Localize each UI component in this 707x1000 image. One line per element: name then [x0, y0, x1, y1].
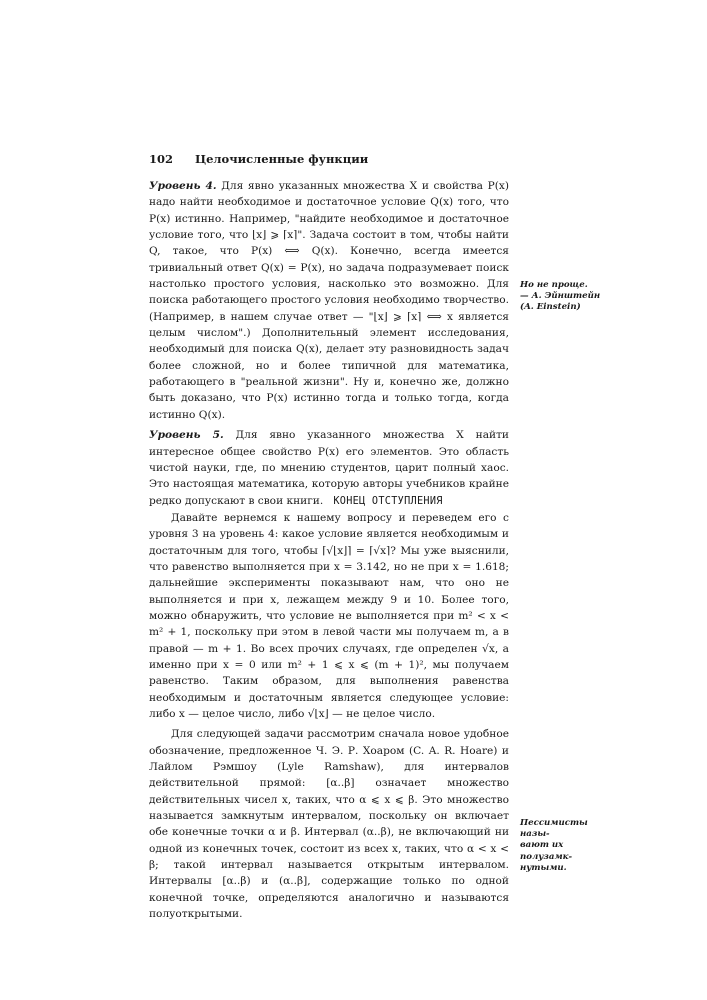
margin-note-line: вают их полузамк- [520, 840, 573, 862]
level-5-text: Для явно указанного множества X найти интересное общее свойство P(x) его элементов. Это область чистой науки, где, по мнению студентов, царит полный хаос. Это настоящая математика, которую авторы учебников крайне редко допускают в свои книги. [149, 429, 509, 507]
margin-note-line: нутыми. [520, 862, 567, 873]
level-4-text: Для явно указанных множества X и свойства P(x) надо найти необходимое и достаточное условие Q(x) того, что P(x) истинно. Например, "найдите необходимое и достаточное условие того, что ⌊x⌋ ⩾ ⌈x⌉". Задача состоит в том, чтобы найти Q, такое, что P(x) ⟺ Q(x). Конечно, всегда имеется тривиальный ответ Q(x) = P(x), но задача подразумевает поиск настолько простого условия, насколько это возможно. Для поиска работающего простого условия необходимо творчество. (Например, в нашем случае ответ — "⌊x⌋ ⩾ ⌈x⌉ ⟺ x является целым числом".) Дополнительный элемент исследования, необходимый для поиска Q(x), делает эту разновидность задач более сложной, но и более типичной для математика, работающего в "реальной жизни". Ну и, конечно же, должно быть доказано, что P(x) истинно тогда и только тогда, когда истинно Q(x). [149, 180, 510, 421]
paragraph-level-5 [149, 427, 509, 510]
margin-note-line: (A. Einstein) [520, 302, 581, 313]
running-title: Целочисленные функции [195, 152, 369, 166]
margin-note-line: Но не проще. [520, 280, 588, 290]
paragraph-body-2: Для следующей задачи рассмотрим сначала новое удобное обозначение, предложенное Ч. Э. Р. Хоаром (C. A. R. Hoare) и Лайлом Рэмшоу (Lyle Ramshaw), для интервалов действительной прямой: [α..β] означает множество действительных чисел x, таких, что α ⩽ x ⩽ β. Это множество называется замкнутым интервалом, поскольку он включает обе конечные точки α и β. Интервал (α..β), не включающий ни одной из конечных точек, состоит из всех x, таких, что α < x < β; такой интервал называется открытым интервалом. Интервалы [α..β) и (α..β], содержащие только по одной конечной точке, определяются аналогично и называются полуоткрытыми. [149, 728, 509, 921]
margin-note-einstein [520, 280, 602, 314]
margin-note-line: — А. Эйнштейн [520, 291, 601, 302]
margin-note-pessimists [520, 818, 602, 874]
page-number: 102 [149, 152, 174, 166]
paragraph-body-1: Давайте вернемся к нашему вопросу и переведем его с уровня 3 на уровень 4: какое условие является необходимым и достаточным для того, чтобы ⌈√⌊x⌋⌉ = ⌈√x⌉? Мы уже выяснили, что равенство выполняется при x = 3.142, но не при x = 1.618; дальнейшие эксперименты показывают нам, что оно не выполняется и при x, лежащем между 9 и 10. Более того, можно обнаружить, что условие не выполняется при m² < x < m² + 1, поскольку при этом в левой части мы получаем m, а в правой — m + 1. Во всех прочих случаях, где определен √x, а именно при x = 0 или m² + 1 ⩽ x ⩽ (m + 1)², мы получаем равенство. Таким образом, для выполнения равенства необходимым и достаточным является следующее условие: либо x — целое число, либо √⌊x⌋ — не целое число. [149, 511, 509, 720]
level-5-heading: Уровень 5. [149, 429, 224, 442]
page-header [149, 152, 509, 166]
main-text [149, 178, 509, 922]
paragraph-level-4 [149, 178, 509, 423]
end-of-digression-mark: КОНЕЦ ОТСТУПЛЕНИЯ [333, 495, 443, 507]
margin-note-line: Пессимисты назы- [520, 818, 588, 840]
level-4-heading: Уровень 4. [149, 180, 217, 192]
